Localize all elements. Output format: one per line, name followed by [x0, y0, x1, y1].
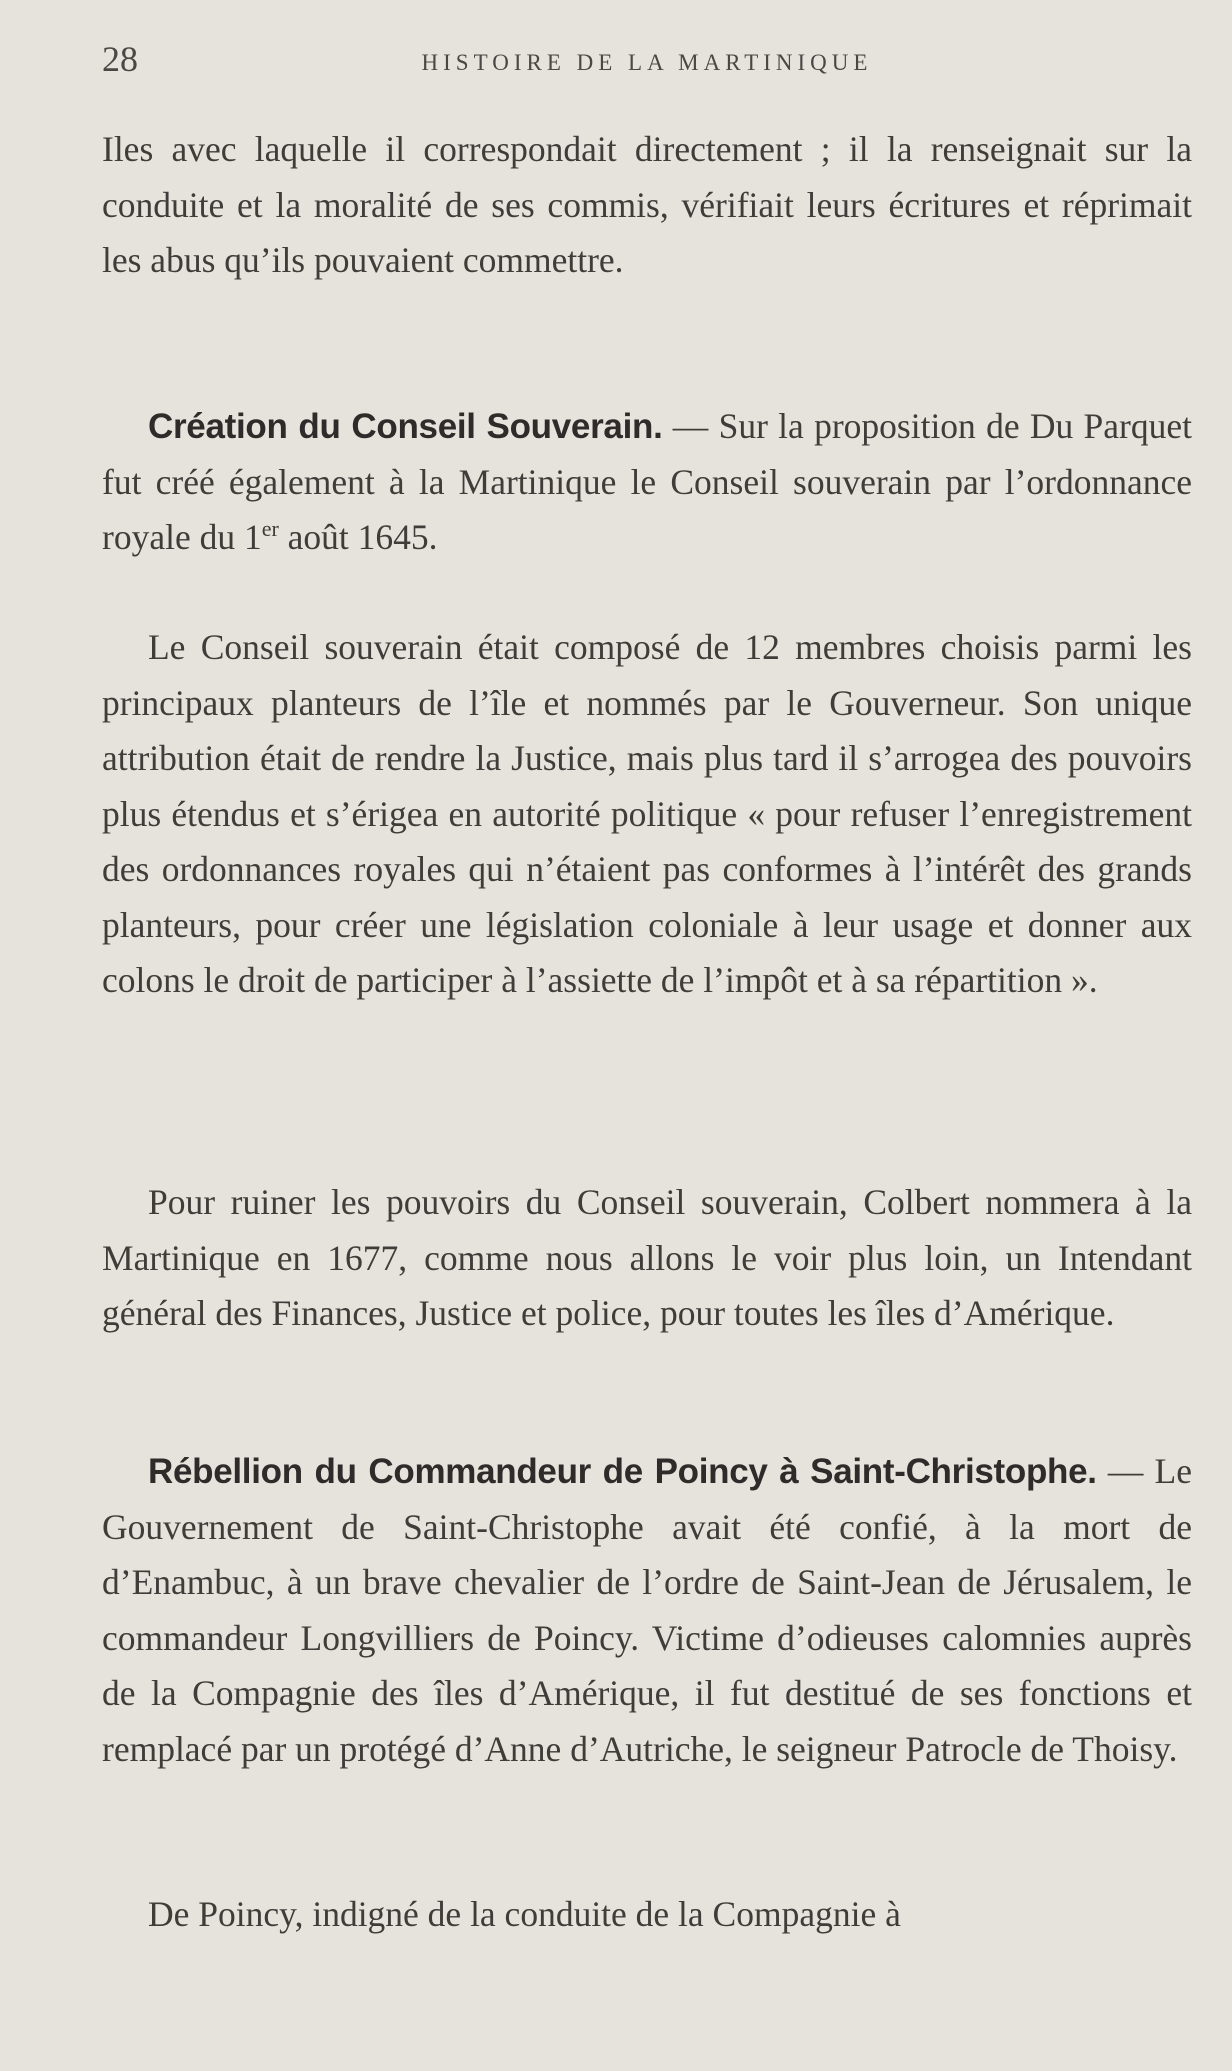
page-number: 28 — [102, 39, 138, 79]
paragraph-text: De Poincy, indigné de la conduite de la Compagnie à — [148, 1894, 901, 1934]
paragraph-colbert — [102, 1175, 1192, 1342]
paragraph-continuation — [102, 122, 1192, 289]
paragraph-text: — Le Gouvernement de Saint-Christophe avait été confié, à la mort de d’Enambuc, à un brave chevalier de l’ordre de Saint-Jean de Jérusalem, le commandeur Longvilliers de Poincy. Victime d’odieuses calomnies auprès de la Compagnie des îles d’Amérique, il fut destitué de ses fonctions et remplacé par un protégé d’Anne d’Autriche, le seigneur Patrocle de Thoisy. — [102, 1451, 1192, 1769]
superscript: er — [261, 516, 279, 542]
section-title-conseil: Création du Conseil Souverain. — [148, 407, 663, 446]
section-conseil-souverain — [102, 399, 1192, 566]
paragraph-poincy — [102, 1887, 1192, 1943]
section-rebellion-poincy — [102, 1444, 1192, 1777]
section-title-rebellion: Rébellion du Commandeur de Poincy à Saint-Christophe. — [148, 1452, 1097, 1491]
running-title: HISTOIRE DE LA MARTINIQUE — [421, 50, 873, 75]
paragraph-text: Iles avec laquelle il correspondait directement ; il la renseignait sur la conduite et la moralité de ses commis, vérifiait leurs écritures et réprimait les abus qu’ils pouvaient commettre. — [102, 129, 1192, 280]
paragraph-text: août 1645. — [278, 517, 438, 557]
paragraph-text: — Sur la proposition de Du Parquet fut créé également à la Martinique le Conseil souverain par l’ordonnance royale du 1 — [102, 406, 1192, 557]
paragraph-text: Pour ruiner les pouvoirs du Conseil souverain, Colbert nommera à la Martinique en 1677, comme nous allons le voir plus loin, un Intendant général des Finances, Justice et police, pour toutes les îles d’Amérique. — [102, 1182, 1192, 1333]
paragraph-composition — [102, 620, 1192, 1009]
paragraph-text: Le Conseil souverain était composé de 12 membres choisis parmi les principaux planteurs de l’île et nommés par le Gouverneur. Son unique attribution était de rendre la Justice, mais plus tard il s’arrogea des pouvoirs plus étendus et s’érigea en autorité politique « pour refuser l’enregistrement des ordonnances royales qui n’étaient pas conformes à l’intérêt des grands planteurs, pour créer une législation coloniale à leur usage et donner aux colons le droit de participer à l’assiette de l’impôt et à sa répartition ». — [102, 627, 1192, 1000]
page-header — [102, 38, 1192, 88]
